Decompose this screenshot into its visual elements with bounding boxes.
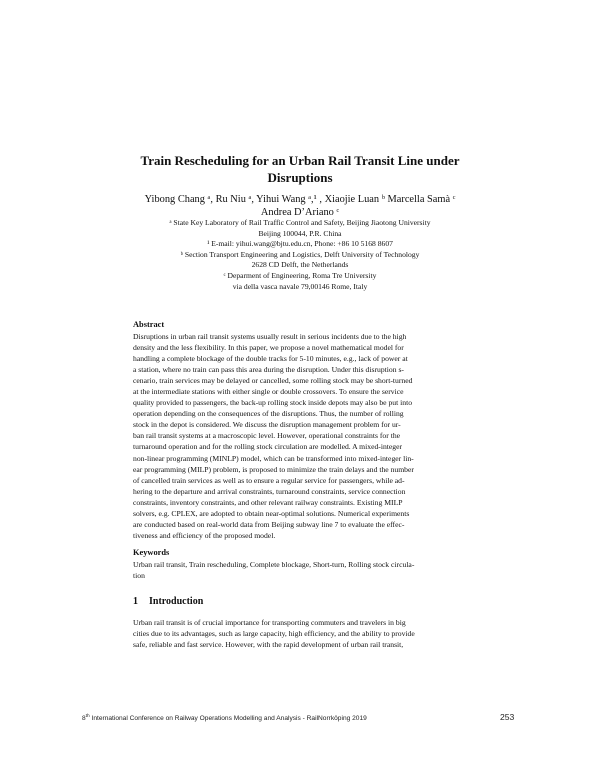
abstract-line: turnaround operation and for the rolling stock circulation are modelled. A mixed-integer: [133, 442, 403, 452]
abstract-line: ear programming (MILP) problem, is proposed to minimize the train delays and the number: [133, 464, 414, 474]
abstract-line: tiveness and efficiency of the proposed model.: [133, 530, 276, 540]
affiliation-line: ¹ E-mail: yihui.wang@bjtu.edu.cn, Phone: +86 10 5168 8607: [207, 239, 393, 249]
author-list: [100, 193, 500, 219]
abstract-line: constraints, inventory constraints, and other relevant railway constraints. Existing MILP: [133, 497, 403, 507]
abstract-line: hering to the departure and arrival constraints, turnaround constraints, service connection: [133, 486, 406, 496]
intro-line: safe, reliable and fast service. However, with the rapid development of urban rail transit,: [133, 640, 404, 650]
abstract-line: Disruptions in urban rail transit systems usually result in serious incidents due to the high: [133, 332, 407, 341]
abstract-line: of cancelled train services as well as to ensure a regular service for passengers, while ad-: [133, 475, 405, 485]
title-line: Disruptions: [267, 170, 333, 185]
keywords-heading: Keywords: [133, 548, 170, 557]
keywords-body: [133, 559, 467, 581]
intro-line: cities due to its advantages, such as large capacity, high efficiency, and the ability to provide: [133, 629, 415, 639]
abstract-line: solvers, e.g. CPLEX, are adopted to obtain near-optimal solutions. Numerical experiments: [133, 508, 410, 518]
abstract-line: ban rail transit systems at a macroscopic level. However, operational constraints for the: [133, 431, 401, 441]
affiliation-line: via della vasca navale 79,00146 Rome, Italy: [232, 281, 368, 291]
affiliation-line: ᶜ Deparment of Engineering, Roma Tre University: [223, 270, 377, 280]
affiliation-line: 2628 CD Delft, the Netherlands: [251, 260, 349, 270]
conference-footer: [82, 714, 367, 722]
section-number: 1: [133, 596, 138, 607]
introduction-body: [133, 617, 467, 651]
abstract-line: are conducted based on real-world data from Beijing subway line 7 to evaluate the effec-: [133, 519, 405, 529]
page-number: 253: [500, 712, 515, 722]
author-line: Yibong Chang ᵃ, Ru Niu ᵃ, Yihui Wang ᵃ,¹ , Xiaojie Luan ᵇ Marcella Samà ᶜ: [144, 194, 456, 205]
footer-ordinal-suffix: th: [85, 714, 90, 719]
abstract-line: at the intermediate stations with either single or double crossovers. To ensure the service: [133, 387, 404, 397]
abstract-line: a station, where no train can pass this area during the disruption. Under this disruption s-: [133, 365, 404, 375]
section-heading: [133, 596, 203, 607]
keywords-line: tion: [133, 571, 145, 580]
abstract-line: quality provided to passengers, the back-up rolling stock inside depots may also be put into: [133, 398, 413, 408]
affiliations: [100, 218, 500, 292]
footer-text: International Conference on Railway Operations Modelling and Analysis - RailNorrköping 2019: [89, 715, 367, 723]
title-line: Train Rescheduling for an Urban Rail Transit Line under: [140, 153, 460, 168]
abstract-line: handling a complete blockage of the double tracks for 5-10 minutes, e.g., lack of power at: [133, 354, 408, 364]
abstract-line: cenario, train services may be delayed or cancelled, some rolling stock may be short-turned: [133, 376, 413, 386]
affiliation-line: Beijing 100044, P.R. China: [258, 228, 342, 238]
footer-ordinal: 8: [82, 715, 86, 723]
affiliation-line: ᵃ State Key Laboratory of Rail Traffic Control and Safety, Beijing Jiaotong University: [169, 218, 431, 227]
intro-line: Urban rail transit is of crucial importance for transporting commuters and travelers in big: [133, 618, 406, 627]
abstract-body: [133, 331, 467, 541]
abstract-line: operation depending on the consequences of the disruptions. Thus, the number of rolling: [133, 409, 404, 419]
abstract-line: non-linear programming (MINLP) model, which can be transformed into mixed-integer lin-: [133, 453, 414, 463]
author-line: Andrea D’Ariano ᶜ: [260, 207, 340, 218]
paper-title: [100, 152, 500, 186]
affiliation-line: ᵇ Section Transport Engineering and Logistics, Delft University of Technology: [180, 249, 420, 259]
abstract-line: stock in the depot is considered. We discuss the disruption management problem for ur-: [133, 420, 401, 430]
abstract-line: density and the less flexibility. In this paper, we propose a novel mathematical model for: [133, 343, 404, 353]
abstract-heading: Abstract: [133, 320, 165, 329]
section-title: Introduction: [149, 596, 204, 607]
keywords-line: Urban rail transit, Train rescheduling, Complete blockage, Short-turn, Rolling stock circula-: [133, 560, 415, 569]
